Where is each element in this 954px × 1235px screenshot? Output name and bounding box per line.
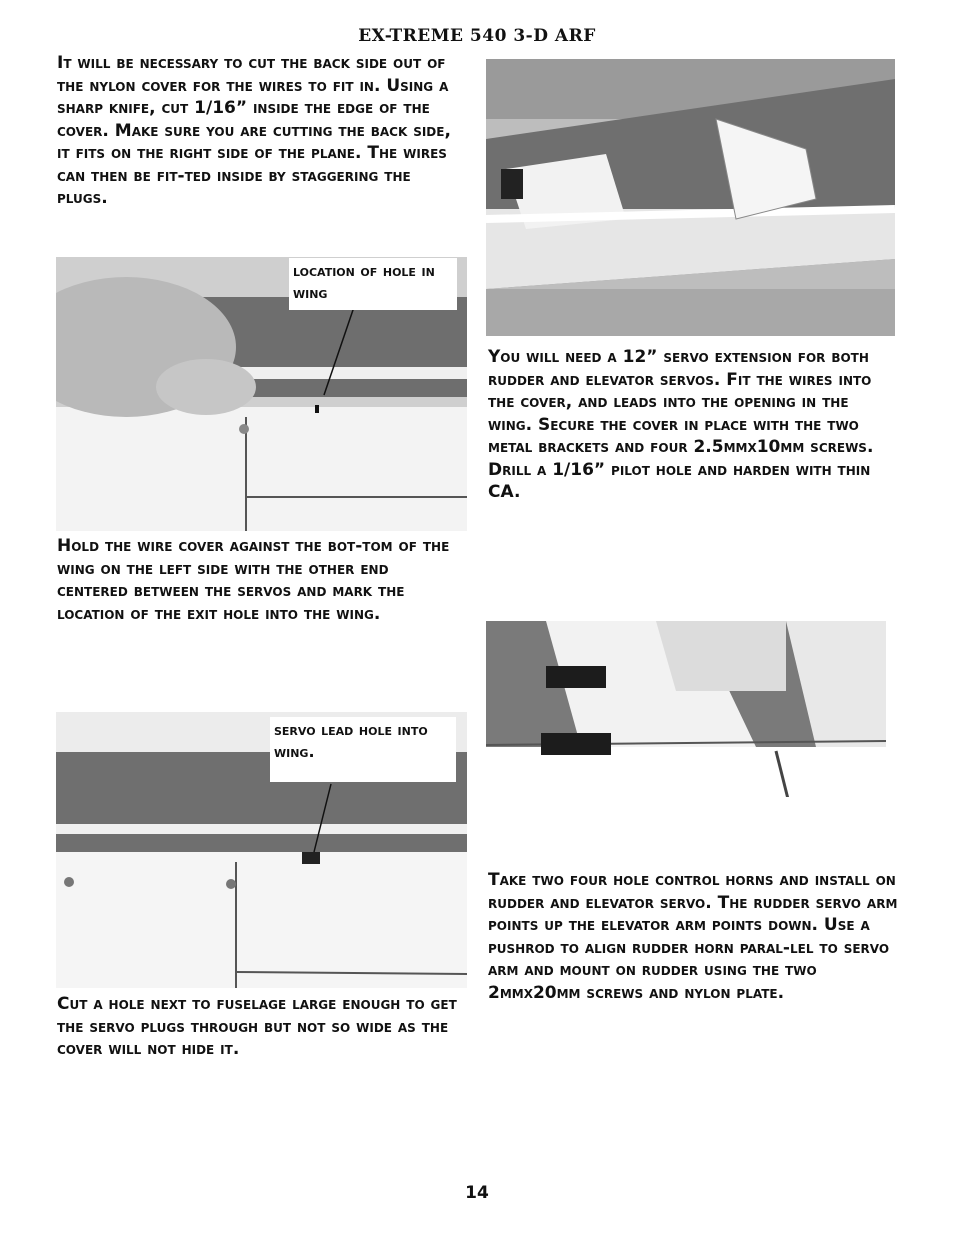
callout-servo-lead: servo lead hole into wing. bbox=[270, 717, 456, 782]
instruction-paragraph-4: You will need a 12” servo extension for both rudder and elevator servos. Fit the wires into the cover, and leads into the opening in the wing. Secure the cover in place with the two metal brackets and four 2.5mmx10mm screws. Drill a 1/16” pilot hole and harden with thin CA. bbox=[488, 347, 874, 502]
instruction-paragraph-3: Cut a hole next to fuselage large enough to get the servo plugs through but not so wide as the cover will not hide it. bbox=[57, 994, 457, 1059]
photo-servo-lead-hole bbox=[56, 712, 467, 988]
photo-fuselage-wire-cover bbox=[486, 59, 895, 336]
photo-wire-cover-on-wing bbox=[56, 257, 467, 531]
page-header: EX-TREME 540 3-D ARF bbox=[358, 26, 596, 46]
photo-rudder-elevator-servos bbox=[486, 621, 886, 797]
instruction-paragraph-2: Hold the wire cover against the bot-tom of the wing on the left side with the other end centered between the servos and mark the location of the exit hole into the wing. bbox=[57, 536, 450, 624]
instruction-paragraph-1: It will be necessary to cut the back side out of the nylon cover for the wires to fit in. Using a sharp knife, cut 1/16” inside the edge of the cover. Make sure you are cutting the back side, it fits on the right side of the plane. The wires can then be fit-ted inside by staggering the plugs. bbox=[57, 53, 451, 208]
callout-hole-location: location of hole in wing bbox=[289, 258, 457, 310]
page-number: 14 bbox=[465, 1183, 489, 1203]
instruction-paragraph-5: Take two four hole control horns and install on rudder and elevator servo. The rudder servo arm points up the elevator arm points down. Use a pushrod to align rudder horn paral-lel to servo arm and mount on rudder using the two 2mmx20mm screws and nylon plate. bbox=[488, 870, 898, 1003]
